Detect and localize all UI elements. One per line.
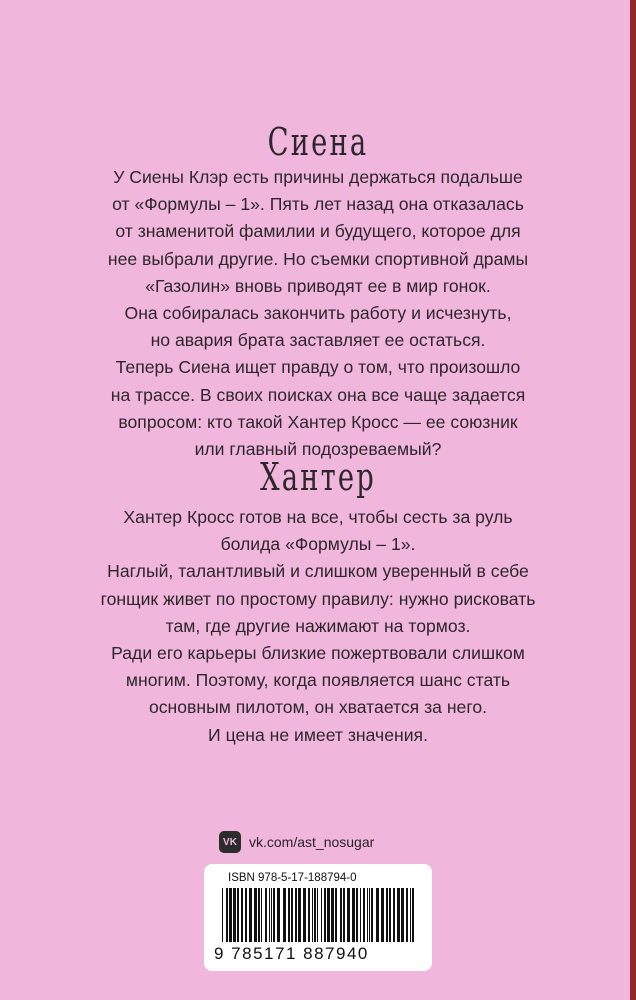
barcode-bar bbox=[314, 888, 316, 942]
barcode-bar bbox=[265, 888, 267, 942]
barcode-bar bbox=[312, 888, 313, 942]
text-line: но авария брата заставляет ее остаться. bbox=[150, 330, 486, 351]
barcode-bar bbox=[245, 888, 247, 942]
social-link[interactable] bbox=[219, 831, 374, 853]
vk-logo-icon: VK bbox=[219, 831, 241, 853]
barcode-bar bbox=[412, 888, 414, 942]
barcode-bar bbox=[401, 888, 404, 942]
text-line: «Газолин» вновь приводят ее в мир гонок. bbox=[145, 275, 491, 296]
text-line: И цена не имеет значения. bbox=[208, 724, 428, 745]
text-line: Наглый, талантливый и слишком уверенный в себе bbox=[107, 561, 529, 582]
barcode-bars bbox=[222, 888, 414, 942]
barcode-bar bbox=[327, 888, 330, 942]
barcode-bar bbox=[343, 888, 345, 942]
barcode-bar bbox=[271, 888, 272, 942]
text-line: Теперь Сиена ищет правду о том, что произошло bbox=[115, 357, 521, 378]
barcode-bar bbox=[237, 888, 239, 942]
spine-edge bbox=[630, 0, 636, 1000]
text-line: болида «Формулы – 1». bbox=[220, 534, 416, 555]
barcode-digits: 9 785171 887940 bbox=[214, 944, 369, 963]
barcode-bar bbox=[406, 888, 408, 942]
barcode-bar bbox=[321, 888, 322, 942]
barcode-bar bbox=[254, 888, 257, 942]
barcode-bar bbox=[226, 888, 228, 942]
barcode-bar bbox=[340, 888, 342, 942]
social-handle: vk.com/ast_nosugar bbox=[249, 834, 375, 850]
barcode-bar bbox=[233, 888, 236, 942]
barcode-bar bbox=[347, 888, 350, 942]
barcode-bar bbox=[363, 888, 365, 942]
barcode-bar bbox=[288, 888, 290, 942]
text-line: на трассе. В своих поисках она все чаще задается bbox=[110, 384, 526, 405]
barcode-bar bbox=[269, 888, 270, 942]
barcode-bar bbox=[393, 888, 395, 942]
barcode-bar bbox=[222, 888, 223, 942]
barcode-bar bbox=[229, 888, 232, 942]
text-line: основным пилотом, он хватается за него. bbox=[148, 697, 488, 718]
text-line: вопросом: кто такой Хантер Кросс — ее союзник bbox=[118, 411, 518, 432]
text-line: Она собиралась закончить работу и исчезнуть, bbox=[124, 303, 512, 324]
barcode-bar bbox=[331, 888, 334, 942]
barcode-panel bbox=[204, 864, 432, 971]
barcode-bar bbox=[356, 888, 358, 942]
barcode-bar bbox=[317, 888, 318, 942]
section-title-siena: Сиена bbox=[267, 120, 369, 164]
barcode-bar bbox=[386, 888, 388, 942]
section-paragraph-hunter bbox=[30, 504, 606, 749]
barcode-bar bbox=[241, 888, 243, 942]
barcode-bar bbox=[352, 888, 355, 942]
text-line: или главный подозреваемый? bbox=[194, 439, 442, 460]
barcode-bar bbox=[369, 888, 370, 942]
barcode-bar bbox=[261, 888, 262, 942]
text-line: Ради его карьеры близкие пожертвовали слишком bbox=[111, 643, 525, 664]
barcode-bar bbox=[258, 888, 260, 942]
section-paragraph-siena bbox=[30, 164, 606, 463]
barcode-bar bbox=[360, 888, 361, 942]
barcode-bar bbox=[335, 888, 337, 942]
barcode-bar bbox=[410, 888, 411, 942]
text-line: от «Формулы – 1». Пять лет назад она отказалась bbox=[112, 194, 524, 215]
text-line: У Сиены Клэр есть причины держаться подальше bbox=[113, 167, 523, 187]
barcode-bar bbox=[367, 888, 368, 942]
barcode-bar bbox=[371, 888, 373, 942]
barcode-bar bbox=[291, 888, 293, 942]
text-line: Хантер Кросс готов на все, чтобы сесть за руль bbox=[123, 507, 513, 527]
barcode-bar bbox=[249, 888, 252, 942]
text-line: гонщик живет по простому правилу: нужно рисковать bbox=[100, 588, 536, 609]
barcode-bar bbox=[303, 888, 306, 942]
text-line: нее выбрали другие. Но съемки спортивной драмы bbox=[107, 248, 529, 269]
text-line: многим. Поэтому, когда появляется шанс стать bbox=[125, 670, 511, 691]
barcode-bar bbox=[308, 888, 310, 942]
barcode-bar bbox=[277, 888, 280, 942]
barcode-bar bbox=[295, 888, 297, 942]
isbn-label: ISBN 978-5-17-188794-0 bbox=[228, 872, 357, 884]
text-line: там, где другие нажимают на тормоз. bbox=[165, 615, 471, 636]
barcode-bar bbox=[298, 888, 301, 942]
barcode-bar bbox=[381, 888, 384, 942]
barcode-bar bbox=[389, 888, 391, 942]
barcode-bar bbox=[397, 888, 400, 942]
section-title-hunter: Хантер bbox=[260, 455, 376, 499]
barcode-bar bbox=[273, 888, 275, 942]
barcode-bar bbox=[324, 888, 326, 942]
text-line: от знаменитой фамилии и будущего, которое для bbox=[115, 221, 521, 242]
barcode-bar bbox=[283, 888, 286, 942]
barcode-bar bbox=[376, 888, 379, 942]
